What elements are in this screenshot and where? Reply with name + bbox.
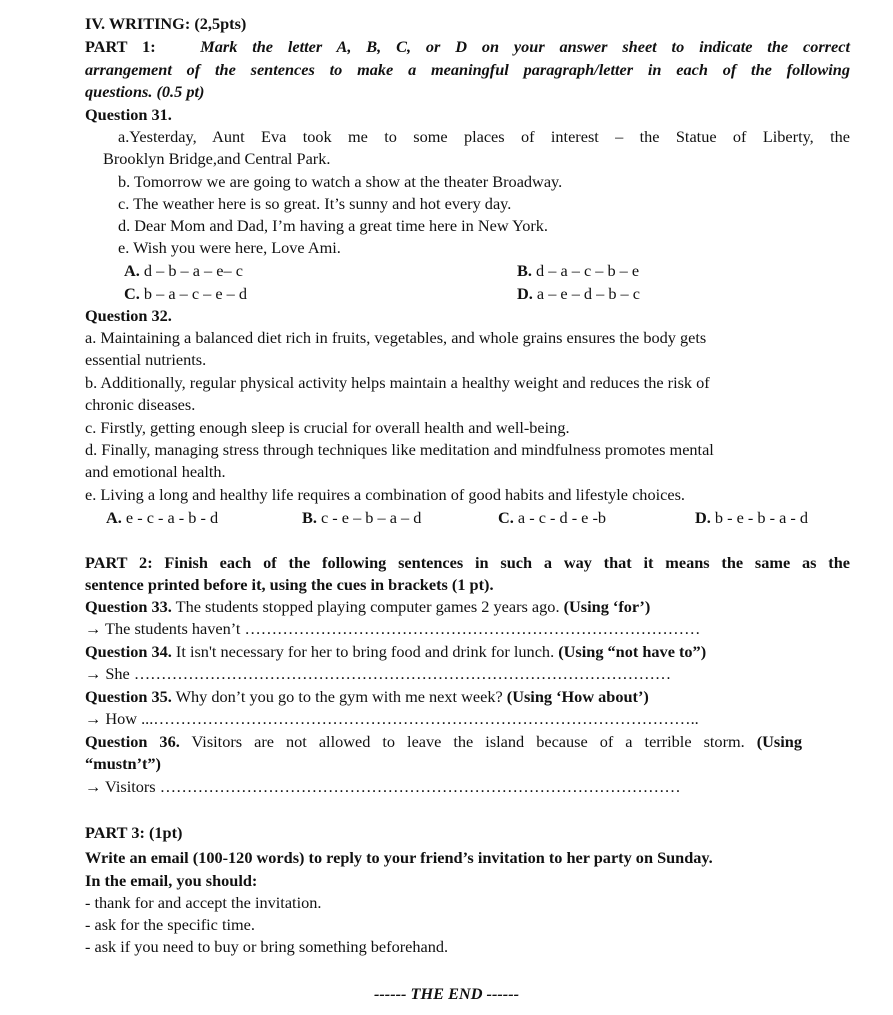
section-title-label: IV. WRITING: [85, 14, 185, 33]
option-text: d – b – a – e– c: [143, 261, 243, 280]
section-title: [85, 13, 246, 35]
q36-cue-2: “mustn’t”): [85, 754, 161, 773]
option-text: b - e - b - a - d: [714, 508, 809, 527]
option-text: d – a – c – b – e: [536, 261, 640, 280]
q31-sentence-d: d. Dear Mom and Dad, I’m having a great time here in New York.: [118, 216, 548, 235]
q31-option-d[interactable]: [517, 283, 640, 305]
part3-bullet-3: - ask if you need to buy or bring something beforehand.: [85, 937, 449, 956]
q31-sentence-c: c. The weather here is so great. It’s sunny and hot every day.: [118, 194, 512, 213]
q34-answer-line[interactable]: → She ………………………………………………………………………………………: [85, 664, 672, 683]
q36-prompt: [85, 731, 802, 753]
q32-option-b[interactable]: [302, 507, 421, 529]
q32-sentence-d-line-1: d. Finally, managing stress through techniques like meditation and mindfulness promotes mental: [85, 440, 714, 459]
q32-option-c[interactable]: [498, 507, 606, 529]
option-letter: A.: [106, 508, 122, 527]
q31-option-b[interactable]: [517, 260, 639, 282]
q34-title: Question 34.: [85, 642, 172, 661]
q34-cue: (Using “not have to”): [558, 642, 707, 661]
q31-title: Question 31.: [85, 105, 172, 124]
q33-text: The students stopped playing computer games 2 years ago.: [171, 597, 564, 616]
q32-option-d[interactable]: [695, 507, 808, 529]
q35-answer-line[interactable]: → How ...………………………………………………………………………………………..: [85, 709, 699, 728]
option-letter: B.: [302, 508, 317, 527]
q31-option-c[interactable]: [124, 283, 247, 305]
q36-cue-1: (Using: [756, 732, 802, 751]
part2-instruction-line-2: sentence printed before it, using the cues in brackets (1 pt).: [85, 575, 494, 594]
option-letter: D.: [695, 508, 711, 527]
part3-label: PART 3: [85, 823, 140, 842]
q32-title: Question 32.: [85, 306, 172, 325]
q31-sentence-a-line-1: a.Yesterday, Aunt Eva took me to some places of interest – the Statue of Liberty, the: [118, 127, 850, 146]
the-end-label: ------ THE END ------: [373, 984, 520, 1003]
part1-instruction-line-1: [85, 36, 850, 58]
q36-title: Question 36.: [85, 732, 180, 751]
q32-sentence-d-line-2: and emotional health.: [85, 462, 226, 481]
q33-prompt: [85, 596, 650, 618]
q33-cue: (Using ‘for’): [563, 597, 651, 616]
part1-instruction-line-2: arrangement of the sentences to make a meaningful paragraph/letter in each of the following: [85, 60, 850, 79]
q35-cue: (Using ‘How about’): [506, 687, 649, 706]
option-text: a - c - d - e -b: [517, 508, 607, 527]
q36-text: Visitors are not allowed to leave the island because of a terrible storm.: [179, 732, 757, 751]
q31-sentence-e: e. Wish you were here, Love Ami.: [118, 238, 341, 257]
option-text: c - e – b – a – d: [321, 508, 422, 527]
option-letter: C.: [498, 508, 514, 527]
part3-bullet-1: - thank for and accept the invitation.: [85, 893, 322, 912]
q31-option-a[interactable]: [124, 260, 243, 282]
q31-sentence-b: b. Tomorrow we are going to watch a show at the theater Broadway.: [118, 172, 563, 191]
q31-sentence-a-line-2: Brooklyn Bridge,and Central Park.: [103, 149, 331, 168]
q32-sentence-b-line-2: chronic diseases.: [85, 395, 196, 414]
option-text: e - c - a - b - d: [125, 508, 219, 527]
q32-sentence-e: e. Living a long and healthy life requires a combination of good habits and lifestyle choices.: [85, 485, 685, 504]
part3-task-line-2: In the email, you should:: [85, 871, 258, 890]
part1-label: PART 1:: [85, 37, 156, 56]
part1-instruction-line-3: questions. (0.5 pt): [85, 82, 205, 101]
q35-prompt: [85, 686, 649, 708]
option-letter: D.: [517, 284, 533, 303]
q32-sentence-a-line-2: essential nutrients.: [85, 350, 207, 369]
option-letter: B.: [517, 261, 532, 280]
part2-label: PART 2: [85, 553, 148, 572]
q35-text: Why don’t you go to the gym with me next week?: [171, 687, 507, 706]
q32-sentence-b-line-1: b. Additionally, regular physical activity helps maintain a healthy weight and reduces the risk of: [85, 373, 710, 392]
part3-heading: [85, 822, 182, 844]
q32-sentence-c: c. Firstly, getting enough sleep is crucial for overall health and well-being.: [85, 418, 570, 437]
option-text: a – e – d – b – c: [536, 284, 640, 303]
q34-text: It isn't necessary for her to bring food and drink for lunch.: [171, 642, 559, 661]
part2-instruction-line-1: [85, 552, 850, 574]
q32-sentence-a-line-1: a. Maintaining a balanced diet rich in fruits, vegetables, and whole grains ensures the body gets: [85, 328, 707, 347]
part3-points: : (1pt): [139, 823, 183, 842]
q33-title: Question 33.: [85, 597, 172, 616]
part1-instruction-text-1: Mark the letter A, B, C, or D on your answer sheet to indicate the correct: [200, 37, 850, 56]
q35-title: Question 35.: [85, 687, 172, 706]
part3-bullet-2: - ask for the specific time.: [85, 915, 255, 934]
option-text: b – a – c – e – d: [143, 284, 247, 303]
option-letter: A.: [124, 261, 140, 280]
section-title-points: : (2,5pts): [184, 14, 247, 33]
q33-answer-line[interactable]: → The students haven’t …………………………………………………………………………: [85, 619, 701, 638]
option-letter: C.: [124, 284, 140, 303]
part3-task-line-1: Write an email (100-120 words) to reply to your friend’s invitation to her party on Sunday.: [85, 848, 713, 867]
part2-instruction-text-1: : Finish each of the following sentences in such a way that it means the same as the: [147, 553, 850, 572]
q36-answer-line[interactable]: → Visitors ……………………………………………………………………………………: [85, 777, 681, 796]
q34-prompt: [85, 641, 706, 663]
q32-option-a[interactable]: [106, 507, 218, 529]
